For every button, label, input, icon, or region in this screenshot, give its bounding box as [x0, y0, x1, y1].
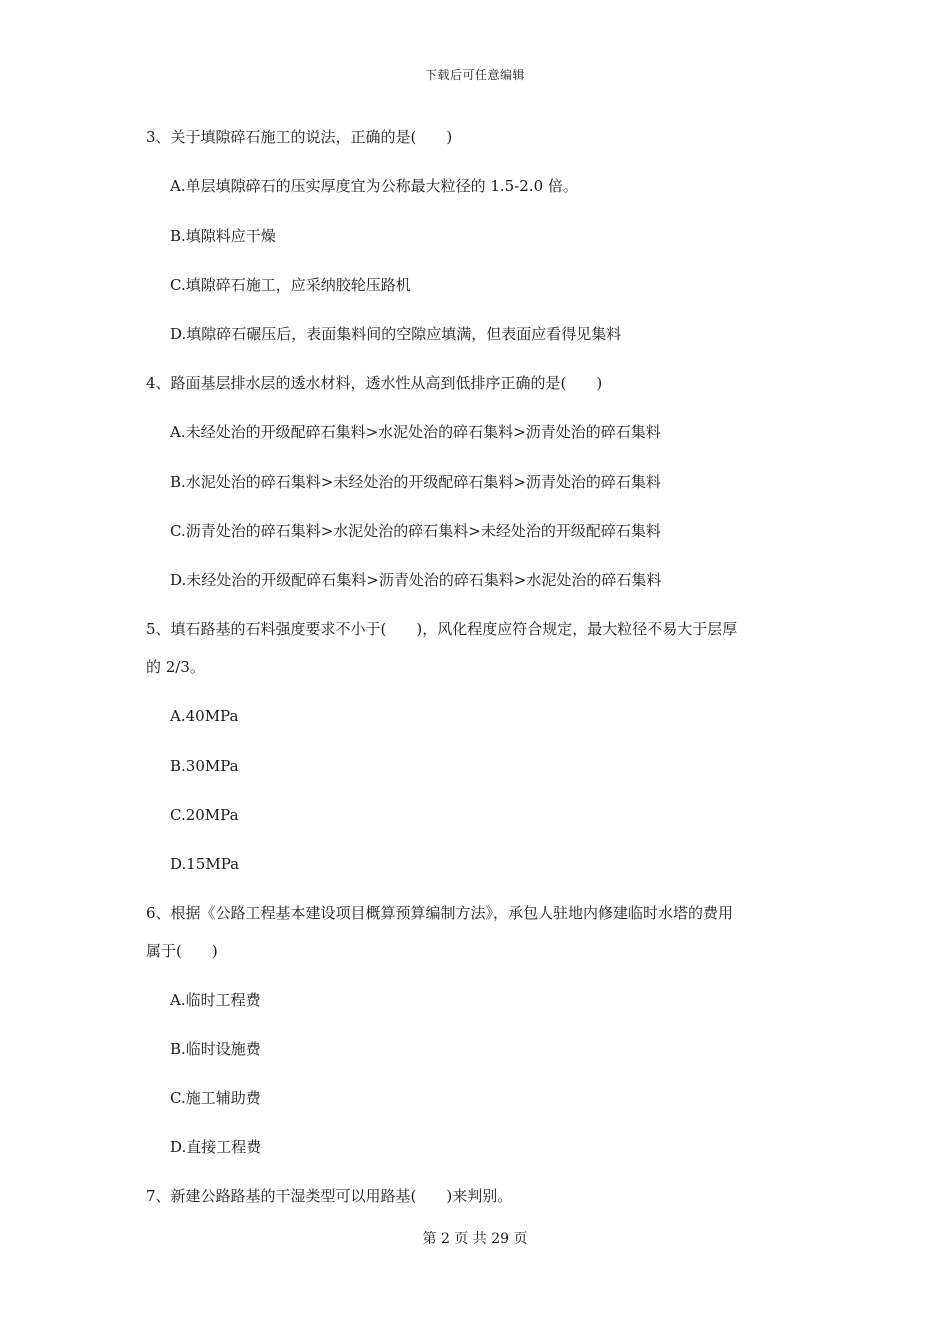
question-5-option-a: A.40MPa [170, 707, 239, 725]
question-5-option-b: B.30MPa [170, 757, 239, 775]
question-3-option-c: C.填隙碎石施工，应采纳胶轮压路机 [170, 276, 411, 294]
question-3-option-b: B.填隙料应干燥 [170, 227, 276, 245]
page-footer: 第 2 页 共 29 页 [422, 1231, 528, 1247]
question-4-stem: 4、路面基层排水层的透水材料，透水性从高到低排序正确的是( ) [146, 374, 603, 392]
question-3-stem: 3、关于填隙碎石施工的说法，正确的是( ) [146, 128, 453, 146]
question-6-option-b: B.临时设施费 [170, 1040, 261, 1058]
question-6-stem-line-1: 6、根据《公路工程基本建设项目概算预算编制方法》，承包人驻地内修建临时水塔的费用 [146, 904, 734, 922]
question-4-option-d: D.未经处治的开级配碎石集料>沥青处治的碎石集料>水泥处治的碎石集料 [170, 571, 662, 589]
question-5-option-c: C.20MPa [170, 806, 239, 824]
question-3-option-d: D.填隙碎石碾压后，表面集料间的空隙应填满，但表面应看得见集料 [170, 325, 622, 343]
question-4-option-b: B.水泥处治的碎石集料>未经处治的开级配碎石集料>沥青处治的碎石集料 [170, 473, 661, 491]
question-4-option-c: C.沥青处治的碎石集料>水泥处治的碎石集料>未经处治的开级配碎石集料 [170, 522, 661, 540]
question-6-stem-line-2: 属于( ) [146, 942, 218, 960]
page-header: 下载后可任意编辑 [424, 68, 525, 82]
question-3-option-a: A.单层填隙碎石的压实厚度宜为公称最大粒径的 1.5-2.0 倍。 [170, 177, 578, 195]
question-7-stem: 7、新建公路路基的干湿类型可以用路基( )来判别。 [146, 1187, 513, 1205]
question-4-option-a: A.未经处治的开级配碎石集料>水泥处治的碎石集料>沥青处治的碎石集料 [170, 423, 661, 441]
question-6-option-d: D.直接工程费 [170, 1138, 262, 1156]
question-5-stem-line-2: 的 2/3。 [146, 658, 205, 676]
question-5-option-d: D.15MPa [170, 855, 240, 873]
question-5-stem-line-1: 5、填石路基的石料强度要求不小于( )，风化程度应符合规定，最大粒径不易大于层厚 [146, 620, 738, 638]
question-6-option-c: C.施工辅助费 [170, 1089, 261, 1107]
question-6-option-a: A.临时工程费 [170, 991, 261, 1009]
